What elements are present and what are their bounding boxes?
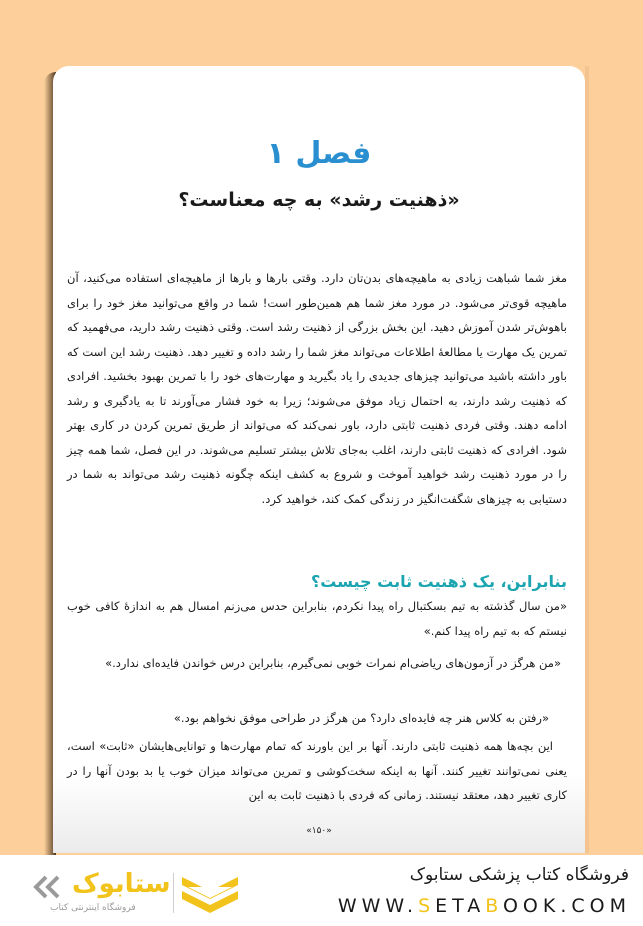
- store-url[interactable]: [338, 895, 631, 917]
- url-highlight: S: [418, 895, 436, 917]
- quote-paragraph: «من هرگز در آزمون‌های ریاضی‌ام نمرات خوبی نمی‌گیرم، بنابراین درس خواندن فایده‌ای ندارد.»: [105, 656, 561, 670]
- store-name: فروشگاه کتاب پزشکی ستابوک: [409, 865, 629, 885]
- page-number: «۱۵۰»: [306, 826, 332, 836]
- store-logo[interactable]: [30, 869, 260, 919]
- url-part: OOK.COM: [502, 895, 631, 917]
- book-chevron-logo-icon: [180, 871, 242, 917]
- closing-paragraph: این بچه‌ها همه ذهنیت ثابتی دارند. آنها بر این باورند که تمام مهارت‌ها و توانایی‌هایشان «ثابت» است، یعنی نمی‌توانند تغییر کنند. آنها به اینکه سخت‌کوشی و تمرین می‌تواند میزان خوب یا بد بودن آنها را در کاری تغییر دهد، معتقد نیستند. زمانی که فردی با ذهنیت ثابت به این: [67, 739, 567, 802]
- url-part: ETA: [435, 895, 486, 917]
- section-heading: بنابراین، یک ذهنیت ثابت چیست؟: [311, 572, 567, 591]
- url-part: WWW.: [337, 895, 419, 917]
- logo-wordmark: ستابوک: [72, 869, 171, 899]
- quote-paragraph: «رفتن به کلاس هنر چه فایده‌ای دارد؟ من هرگز در طراحی موفق نخواهم بود.»: [173, 711, 549, 725]
- chapter-subtitle: «ذهنیت رشد» به چه معناست؟: [178, 189, 460, 211]
- intro-paragraph: مغز شما شباهت زیادی به ماهیچه‌های بدن‌تان دارد. وقتی بارها و بارها از ماهیچه‌ای استفاده می‌کنید، آن ماهیچه قوی‌تر می‌شود. در مورد مغز شما هم همین‌طور است! شما در واقع می‌توانید مغز خود را برای باهوش‌تر شدن آموزش دهید. این بخش بزرگی از ذهنیت رشد است. وقتی ذهنیت رشد دارید، می‌فهمید که تمرین یک مهارت یا مطالعهٔ اطلاعات می‌تواند مغز شما را رشد داده و تغییر دهد. ذهنیت رشد این است که باور داشته باشید می‌توانید چیزهای جدیدی را یاد بگیرید و مهارت‌های خود را با تمرین بهبود بخشید. افرادی که ذهنیت رشد دارند، به احتمال زیاد موفق می‌شوند؛ زیرا به خود فشار می‌آورند تا به یادگیری و رشد ادامه دهند. وقتی فردی ذهنیت ثابتی دارد، باور نمی‌کند که می‌تواند از طریق تمرین کردن در کاری بهتر شود. افرادی که ذهنیت ثابتی دارند، اغلب به‌جای تلاش بیشتر تسلیم می‌شوند. در این فصل، شما همه چیز را در مورد ذهنیت رشد خواهید آموخت و شروع به کشف اینکه چگونه ذهنیت رشد می‌تواند به شما در دستیابی به چیزهای شگفت‌انگیز در زندگی کمک کند، خواهید کرد.: [67, 271, 567, 506]
- page-edge: [585, 66, 589, 853]
- logo-tagline: فروشگاه اینترنتی کتاب: [50, 903, 136, 913]
- logo-divider: [173, 873, 174, 913]
- double-chevron-icon: [32, 875, 72, 899]
- chapter-title: فصل ۱: [266, 136, 372, 171]
- book-page: [53, 66, 585, 853]
- store-footer-banner: [0, 855, 643, 926]
- url-highlight: B: [485, 895, 503, 917]
- quote-paragraph: «من سال گذشته به تیم بسکتبال راه پیدا نکردم، بنابراین حدس می‌زنم امسال هم به اندازهٔ کافی خوب نیستم که به تیم راه پیدا کنم.»: [67, 599, 567, 638]
